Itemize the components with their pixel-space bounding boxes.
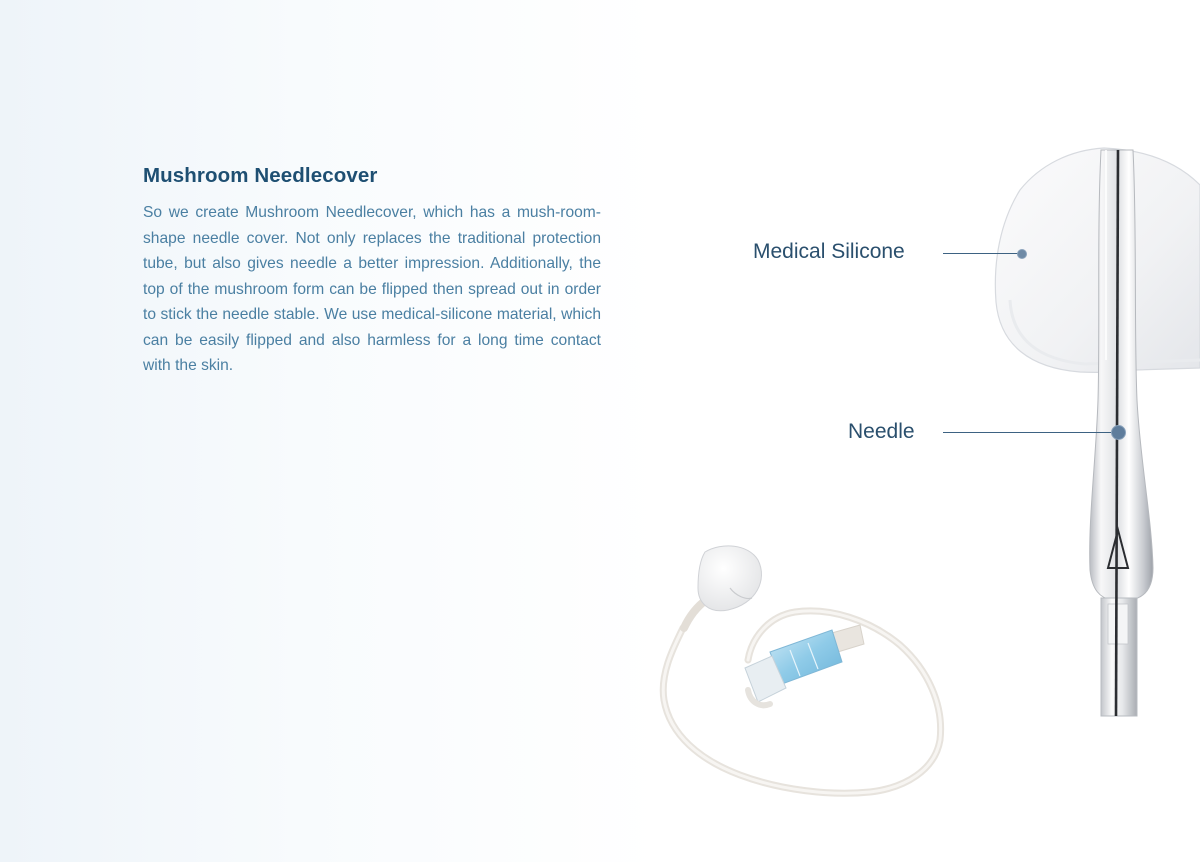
callout-leader-line-needle [943, 432, 1113, 433]
callout-leader-line-silicone [943, 253, 1021, 254]
callout-dot-needle [1111, 425, 1126, 440]
article-body: So we create Mushroom Needlecover, which has a mush-room-shape needle cover. Not only replaces the traditional protection tube, but also gives needle a better impression. Additionally, the top of the mushroom form can be flipped then spread out in order to stick the needle stable. We use medical-silicone material, which can be easily flipped and also harmless for a long time contact with the skin. [143, 204, 601, 374]
infusion-set-product [663, 546, 940, 793]
callout-dot-silicone [1017, 249, 1027, 259]
callout-label-needle: Needle [848, 420, 915, 443]
article-title: Mushroom Needlecover [143, 164, 378, 187]
article-text [143, 164, 601, 379]
silicone-cap-large [995, 148, 1200, 372]
callout-label-medical-silicone: Medical Silicone [753, 240, 905, 263]
